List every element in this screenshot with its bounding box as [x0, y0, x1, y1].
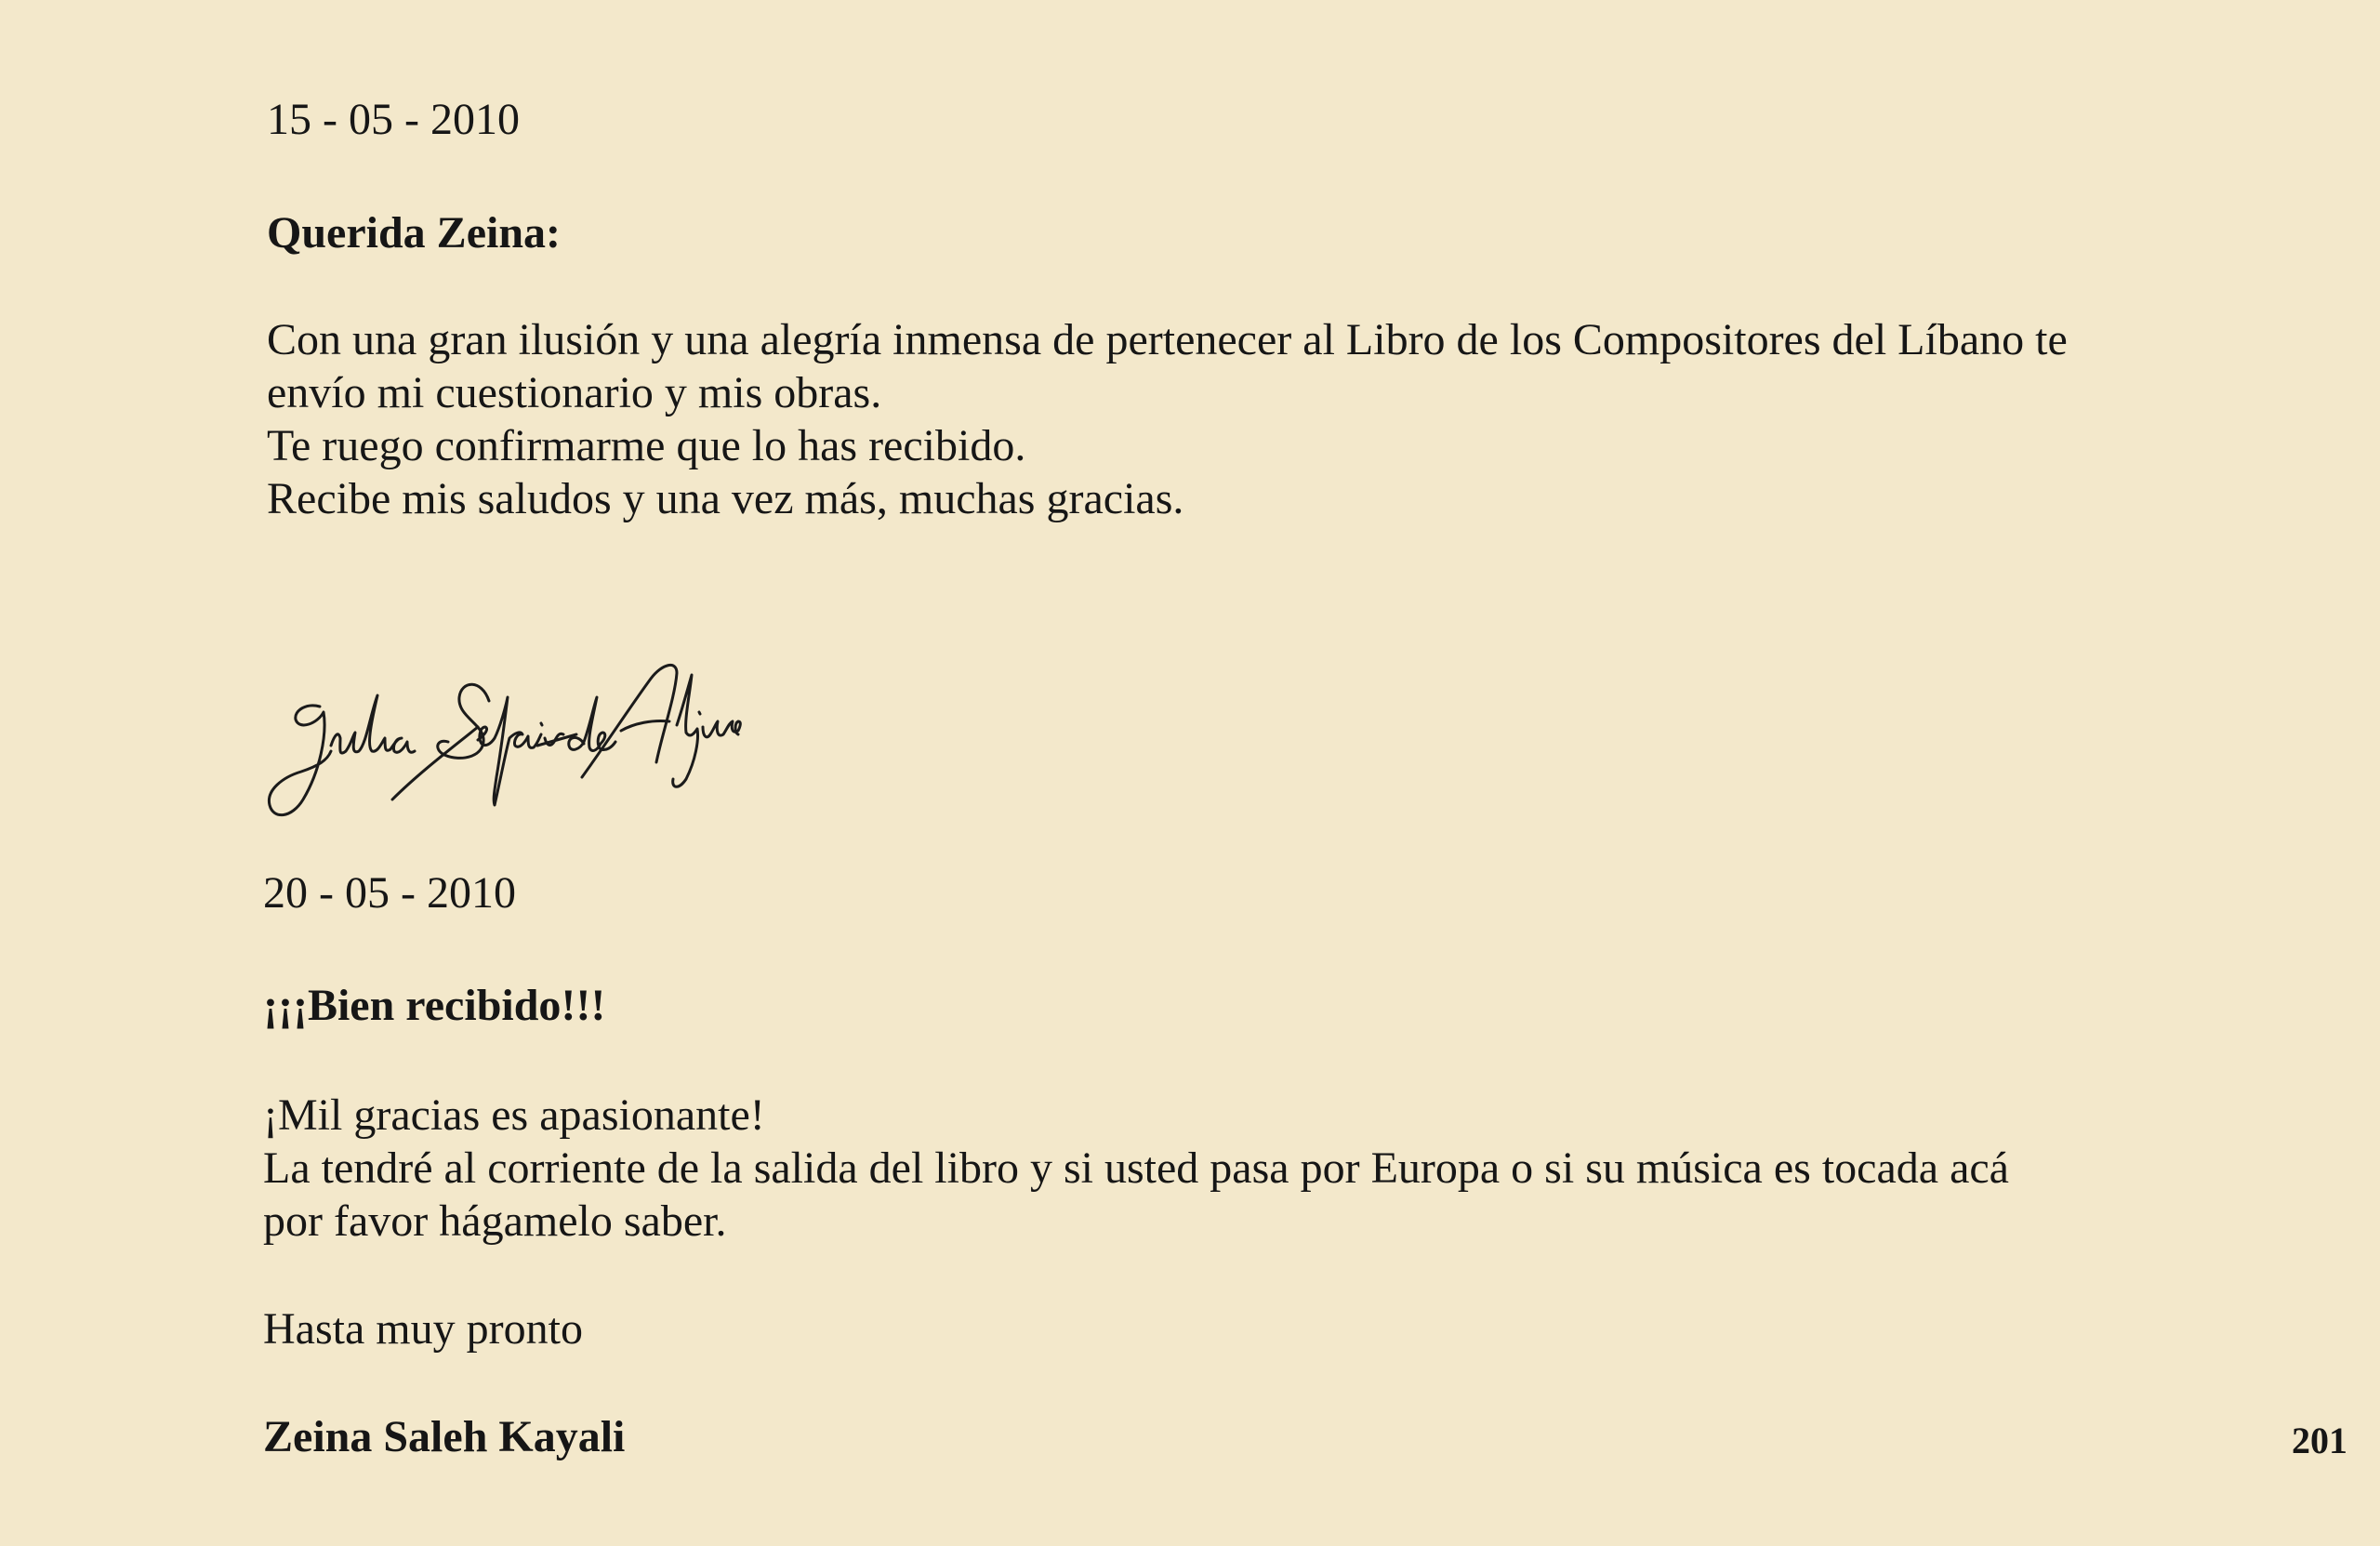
letter-1-body-line: envío mi cuestionario y mis obras. [267, 368, 882, 417]
letter-1-salutation: Querida Zeina: [267, 208, 562, 258]
letter-2-body-line: ¡Mil gracias es apasionante! [263, 1090, 765, 1140]
page-number: 201 [2292, 1420, 2347, 1461]
letter-1-body-line: Te ruego confirmarme que lo has recibido. [267, 421, 1026, 470]
letter-2-body [263, 1089, 2009, 1248]
letter-1-date: 15 - 05 - 2010 [267, 95, 520, 144]
letter-1-body [267, 313, 2068, 525]
handwritten-signature [262, 641, 746, 837]
letter-1-body-line: Con una gran ilusión y una alegría inmensa de pertenecer al Libro de los Compositores del Líbano te [267, 315, 2068, 364]
letter-1-body-line: Recibe mis saludos y una vez más, muchas gracias. [267, 474, 1184, 523]
letter-2-body-line: La tendré al corriente de la salida del libro y si usted pasa por Europa o si su música es tocada acá [263, 1143, 2009, 1193]
letter-2-author: Zeina Saleh Kayali [263, 1412, 626, 1461]
letter-2-body-line: por favor hágamelo saber. [263, 1196, 727, 1246]
letter-2-date: 20 - 05 - 2010 [263, 868, 516, 918]
letter-2-closing: Hasta muy pronto [263, 1304, 583, 1354]
letter-2-salutation: ¡¡¡Bien recibido!!! [263, 981, 606, 1030]
